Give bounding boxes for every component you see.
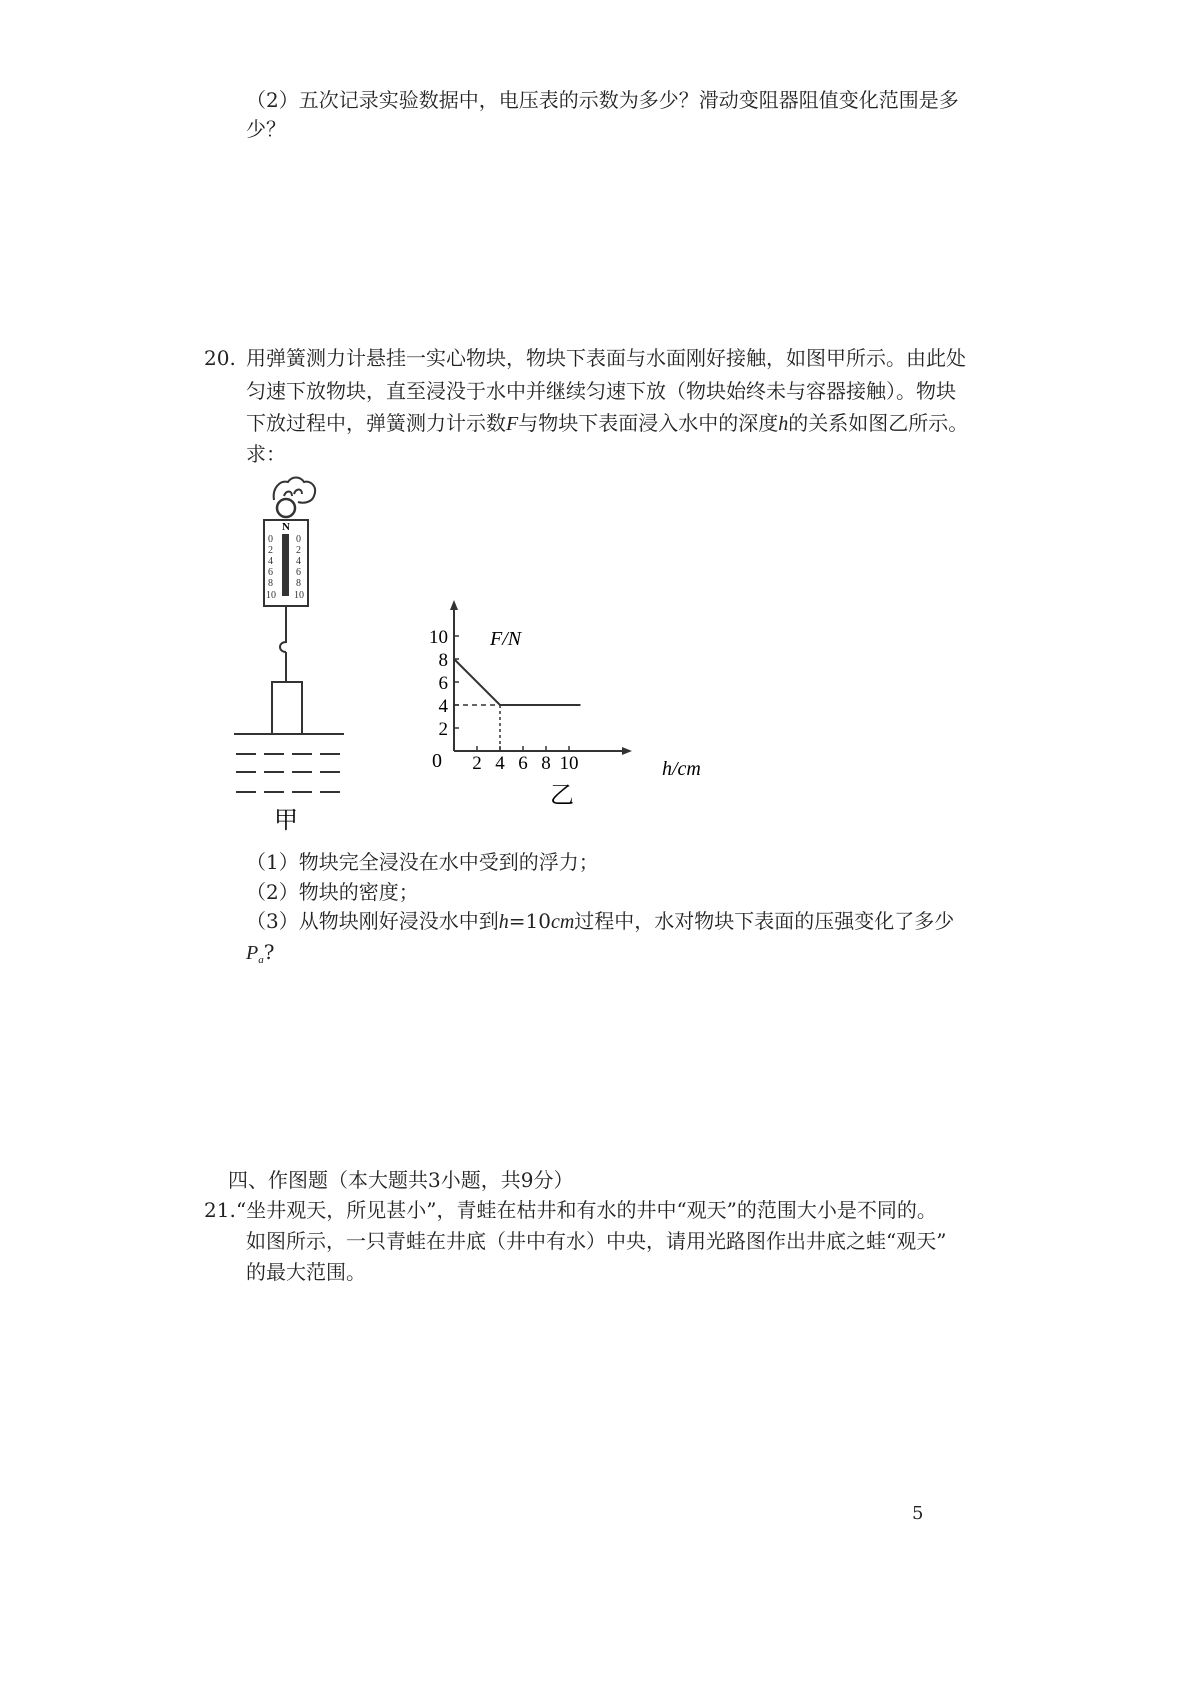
- q20-sub3-line2: [246, 938, 274, 974]
- svg-text:10: 10: [294, 590, 304, 601]
- q20-sub3-line1: [246, 907, 954, 936]
- scale-letter: N: [282, 521, 290, 533]
- x-tick-label: 6: [518, 753, 528, 774]
- q19-part2-line1: （2）五次记录实验数据中，电压表的示数为多少？滑动变阻器阻值变化范围是多: [246, 88, 959, 112]
- scale-spring: [282, 534, 289, 596]
- x-tick-label: 10: [559, 753, 579, 774]
- q20-symbol-F: F: [506, 413, 519, 435]
- q20-stem-line3: [246, 409, 968, 438]
- q21-number: 21.: [204, 1198, 236, 1222]
- q20-sub1: （1）物块完全浸没在水中受到的浮力；: [246, 850, 599, 874]
- y-tick-label: 2: [438, 719, 448, 740]
- figure-jia: [228, 470, 368, 840]
- q20-sub3-b: =10: [508, 909, 551, 933]
- q20-sub3-P: P: [246, 942, 259, 964]
- q20-stem-line3-c: 的关系如图乙所示。: [788, 411, 969, 435]
- svg-text:0: 0: [296, 534, 301, 545]
- q21-line2: 如图所示，一只青蛙在井底（井中有水）中央，请用光路图作出井底之蛙“观天”: [246, 1229, 947, 1253]
- y-axis-label: F/N: [490, 628, 522, 650]
- q20-sub3-a: （3）从物块刚好浸没水中到: [246, 909, 499, 933]
- q20-sub3-unit: cm: [550, 911, 575, 933]
- y-tick-label: 10: [429, 627, 448, 648]
- y-axis-arrow: [450, 600, 458, 610]
- chart-axes: [450, 600, 632, 755]
- q20-number: 20.: [204, 346, 236, 370]
- svg-text:0: 0: [268, 534, 273, 545]
- figure-yi-label: 乙: [550, 783, 574, 809]
- q20-sub3-P-subscript: a: [258, 954, 264, 966]
- figure-jia-label: 甲: [274, 808, 298, 834]
- x-axis-label: h/cm: [662, 758, 701, 780]
- series-line-F: [454, 659, 581, 705]
- page-number: 5: [912, 1503, 924, 1524]
- block: [272, 682, 302, 734]
- svg-text:8: 8: [268, 578, 273, 589]
- scale-ring: [277, 499, 295, 517]
- q20-stem-line4: 求：: [246, 442, 286, 466]
- y-tick-label: 4: [438, 696, 448, 717]
- water-dashes: [236, 754, 340, 792]
- q21-line3: 的最大范围。: [246, 1260, 366, 1284]
- svg-text:2: 2: [268, 545, 273, 556]
- y-tick-label: 8: [438, 650, 448, 671]
- q20-stem-line3-a: 下放过程中，弹簧测力计示数: [246, 411, 506, 435]
- svg-text:8: 8: [296, 578, 301, 589]
- q20-sub3-q: ?: [263, 940, 275, 964]
- figure-yi-chart: [429, 625, 720, 865]
- q20-sub2: （2）物块的密度；: [246, 880, 419, 904]
- y-tick-label: 6: [438, 673, 448, 694]
- scale-hook: [280, 606, 286, 652]
- svg-text:2: 2: [296, 545, 301, 556]
- q20-sub3-h: h: [498, 911, 509, 933]
- x-axis-arrow: [622, 747, 632, 755]
- chart-series: [454, 659, 581, 751]
- q20-stem-line1: 用弹簧测力计悬挂一实心物块，物块下表面与水面刚好接触，如图甲所示。由此处: [246, 346, 966, 370]
- x-tick-label: 2: [472, 753, 482, 774]
- svg-text:10: 10: [266, 590, 276, 601]
- section4-heading: 四、作图题（本大题共3小题，共9分）: [228, 1168, 574, 1192]
- svg-text:4: 4: [268, 556, 273, 567]
- svg-text:6: 6: [268, 567, 273, 578]
- hand-icon: [274, 478, 315, 503]
- q20-stem-line2: 匀速下放物块，直至浸没于水中并继续匀速下放（物块始终未与容器接触）。物块: [246, 379, 956, 403]
- origin-label: 0: [432, 750, 442, 772]
- q20-sub3-c: 过程中，水对物块下表面的压强变化了多少: [574, 909, 955, 933]
- x-tick-label: 8: [541, 753, 551, 774]
- q21-line1: “坐井观天，所见甚小”，青蛙在枯井和有水的井中“观天”的范围大小是不同的。: [236, 1198, 937, 1222]
- q20-stem-line3-b: 与物块下表面浸入水中的深度: [518, 411, 779, 435]
- q20-symbol-h: h: [778, 413, 789, 435]
- x-tick-label: 4: [495, 753, 505, 774]
- q19-part2-line2: 少？: [246, 117, 286, 141]
- svg-text:4: 4: [296, 556, 301, 567]
- svg-text:6: 6: [296, 567, 301, 578]
